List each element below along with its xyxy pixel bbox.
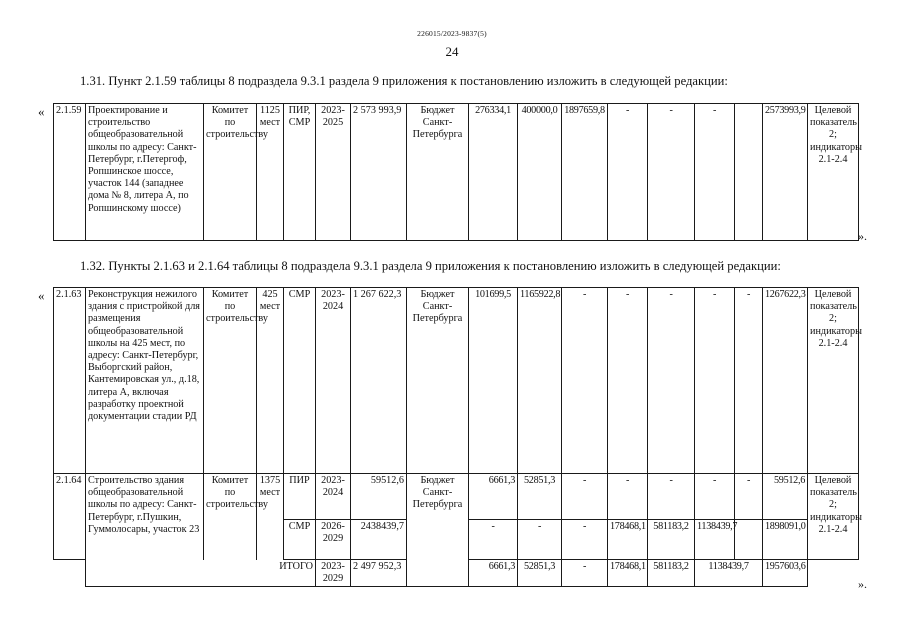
cell-y2027: 581183,2 [648,520,695,560]
cell-y2023: 6661,3 [469,560,518,587]
cell-target: Целевой показатель 2; индикаторы 2.1-2.4 [808,104,859,241]
cell-y2025: - [562,560,608,587]
cell-executor: Комитет по строительству [204,474,257,560]
cell-y2028: 1138439,7 [695,520,735,560]
table-row [54,474,859,520]
cell-capacity: 425 мест [257,288,284,474]
cell-y2025: - [562,520,608,560]
cell-y2026: - [608,104,648,241]
cell-y2028: 1138439,7 [695,560,763,587]
cell-y2024: 400000,0 [518,104,562,241]
cell-y2027: - [648,288,695,474]
cell-y2028: - [695,474,735,520]
cell-years: 2026-2029 [316,520,351,560]
cell-capacity: 1375 мест [257,474,284,560]
cell-name: Строительство здания общеобразовательной школы по адресу: Санкт-Петербург, г.Пушкин, Гуммолосары, участок 23 [86,474,204,560]
cell-years: 2023-2025 [316,104,351,241]
cell-total: 2438439,7 [351,520,407,560]
cell-y2027: - [648,474,695,520]
cell-stage: СМР [284,288,316,474]
table-row [54,288,859,474]
cell-empty [54,560,86,587]
opening-quote: « [38,288,45,303]
cell-years: 2023-2024 [316,288,351,474]
cell-target: Целевой показатель 2; индикаторы 2.1-2.4 [808,288,859,474]
closing-quote: ». [858,577,867,591]
cell-y2023: - [469,520,518,560]
cell-source: Бюджет Санкт-Петербурга [407,288,469,474]
cell-source: Бюджет Санкт-Петербурга [407,474,469,587]
cell-sum: 1957603,6 [763,560,808,587]
cell-num: 2.1.59 [54,104,86,241]
paragraph-1-32: 1.32. Пункты 2.1.63 и 2.1.64 таблицы 8 подраздела 9.3.1 раздела 9 приложения к постановлению изложить в следующей редакции: [80,259,781,273]
cell-y2026: - [608,288,648,474]
page-number: 24 [445,44,459,59]
cell-capacity: 1125 мест [257,104,284,241]
paragraph-1-31: 1.31. Пункт 2.1.59 таблицы 8 подраздела 9.3.1 раздела 9 приложения к постановлению изложить в следующей редакции: [80,74,728,88]
cell-y2029 [735,520,763,560]
cell-y2027: 581183,2 [648,560,695,587]
cell-stage: ПИР [284,474,316,520]
cell-y2024: 52851,3 [518,474,562,520]
cell-years: 2023-2024 [316,474,351,520]
cell-sum: 1267622,3 [763,288,808,474]
cell-y2024: - [518,520,562,560]
cell-num: 2.1.63 [54,288,86,474]
cell-stage: СМР [284,520,316,560]
cell-y2026: 178468,1 [608,560,648,587]
cell-total: 59512,6 [351,474,407,520]
cell-y2025: 1897659,8 [562,104,608,241]
cell-sum: 1898091,0 [763,520,808,560]
cell-sum: 59512,6 [763,474,808,520]
cell-total: 2 573 993,9 [351,104,407,241]
cell-stage: ПИР, СМР [284,104,316,241]
cell-y2025: - [562,474,608,520]
cell-sum: 2573993,9 [763,104,808,241]
cell-years: 2023-2029 [316,560,351,587]
cell-target: Целевой показатель 2; индикаторы 2.1-2.4 [808,474,859,560]
cell-y2026: - [608,474,648,520]
cell-y2025: - [562,288,608,474]
cell-y2029 [735,104,763,241]
cell-y2027: - [648,104,695,241]
cell-total: 2 497 952,3 [351,560,407,587]
cell-y2028: - [695,104,735,241]
document-number: 226015/2023-9837(5) [417,29,487,38]
cell-executor: Комитет по строительству [204,104,257,241]
cell-y2023: 6661,3 [469,474,518,520]
cell-y2023: 276334,1 [469,104,518,241]
cell-y2026: 178468,1 [608,520,648,560]
cell-name: Реконструкция нежилого здания с пристройкой для размещения общеобразовательной школы на 425 мест, по адресу: Санкт-Петербург, Выборгский район, Кантемировская ул., д.18, литера А, включая разработку проектной документации стадии РД [86,288,204,474]
cell-y2023: 101699,5 [469,288,518,474]
table-rows-2-1-63-64 [53,287,862,587]
cell-y2029: - [735,474,763,520]
itogo-label: ИТОГО [86,560,316,587]
cell-y2024: 52851,3 [518,560,562,587]
cell-source: Бюджет Санкт-Петербурга [407,104,469,241]
cell-num: 2.1.64 [54,474,86,560]
cell-name: Проектирование и строительство общеобразовательной школы по адресу: Санкт-Петербург, г.Петергоф, Ропшинское шоссе, участок 144 (западнее дома № 8, литера А, по Ропшинскому шоссе) [86,104,204,241]
cell-y2029: - [735,288,763,474]
cell-total: 1 267 622,3 [351,288,407,474]
opening-quote: « [38,104,45,119]
table-row [54,104,859,241]
closing-quote: ». [858,229,867,243]
cell-y2024: 1165922,8 [518,288,562,474]
table-row-2-1-59 [53,103,862,241]
cell-executor: Комитет по строительству [204,288,257,474]
cell-y2028: - [695,288,735,474]
cell-empty [808,560,859,587]
